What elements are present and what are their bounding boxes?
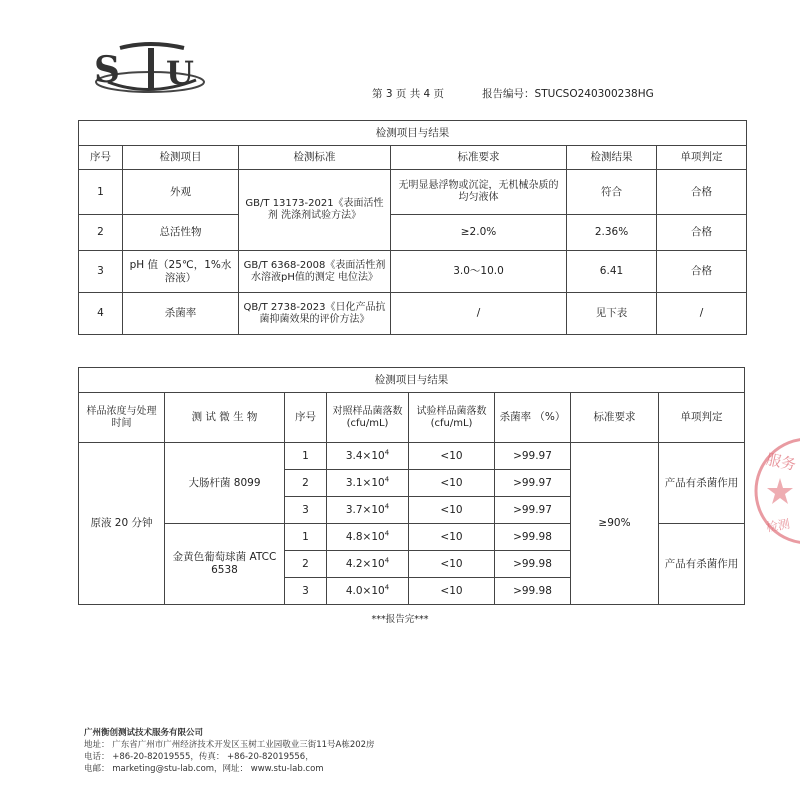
cell (327, 551, 409, 578)
svg-text:U: U (166, 54, 194, 92)
cell: GB/T 6368-2008《表面活性剂 水溶液pH值的测定 电位法》 (239, 251, 391, 293)
cell: 合格 (657, 215, 747, 251)
cell: 无明显悬浮物或沉淀，无机械杂质的均匀液体 (391, 170, 567, 215)
cell: <10 (409, 470, 495, 497)
cell: QB/T 2738-2023《日化产品抗菌抑菌效果的评价方法》 (239, 293, 391, 335)
cell: 2 (285, 470, 327, 497)
table-row (79, 170, 747, 215)
cell (327, 470, 409, 497)
table-row (79, 251, 747, 293)
sample-cell: 原液 20 分钟 (79, 443, 165, 605)
cell: 外观 (123, 170, 239, 215)
cell: 3 (79, 251, 123, 293)
cell: <10 (409, 497, 495, 524)
cell: 4 (79, 293, 123, 335)
cell: >99.97 (495, 497, 571, 524)
cell: 3 (285, 578, 327, 605)
table-row (79, 443, 745, 470)
cell: <10 (409, 578, 495, 605)
col-header: 样品浓度与处理时间 (79, 393, 165, 443)
exponent: 4 (384, 502, 390, 510)
cell: <10 (409, 551, 495, 578)
address: 地址： 广东省广州市广州经济技术开发区玉树工业园敬业三街11号A栋202房 (84, 740, 375, 750)
page-info (372, 86, 692, 101)
end-note: ***报告完*** (371, 614, 429, 625)
cell (327, 443, 409, 470)
cell: 3.0～10.0 (391, 251, 567, 293)
cell: GB/T 13173-2021《表面活性剂 洗涤剂试验方法》 (239, 170, 391, 251)
control-count: 4.0×10 (345, 584, 385, 597)
svg-text:检测: 检测 (764, 516, 792, 535)
svg-text:服务: 服务 (764, 450, 798, 474)
col-header: 检测结果 (567, 146, 657, 170)
report-number: 报告编号：STUCSO240300238HG (482, 88, 654, 100)
control-count: 4.2×10 (345, 557, 385, 570)
verdict-cell: 产品有杀菌作用 (659, 443, 745, 524)
organism-cell: 大肠杆菌 8099 (165, 443, 285, 524)
cell (327, 524, 409, 551)
exponent: 4 (384, 475, 390, 483)
cell: 2 (79, 215, 123, 251)
stu-logo (92, 38, 212, 100)
cell: 杀菌率 (123, 293, 239, 335)
col-header: 杀菌率 （%） (495, 393, 571, 443)
phone: 电话： +86-20-82019555，传真： +86-20-82019556， (84, 752, 314, 762)
col-header: 单项判定 (657, 146, 747, 170)
cell: >99.97 (495, 443, 571, 470)
cell: 6.41 (567, 251, 657, 293)
col-header: 检测项目 (123, 146, 239, 170)
table-row (79, 293, 747, 335)
cell: <10 (409, 524, 495, 551)
cell: 2.36% (567, 215, 657, 251)
cell: / (657, 293, 747, 335)
footer (84, 727, 375, 775)
cell (327, 578, 409, 605)
table-row (79, 215, 747, 251)
cell: >99.98 (495, 524, 571, 551)
cell: 1 (285, 443, 327, 470)
col-header: 序号 (285, 393, 327, 443)
page-number: 第 3 页 共 4 页 (372, 88, 445, 100)
exponent: 4 (384, 583, 390, 591)
cell: >99.97 (495, 470, 571, 497)
control-count: 3.7×10 (345, 503, 385, 516)
verdict-cell: 产品有杀菌作用 (659, 524, 745, 605)
red-stamp (752, 426, 800, 556)
cell: 总活性物 (123, 215, 239, 251)
svg-text:S: S (94, 49, 120, 91)
col-header: 检测标准 (239, 146, 391, 170)
col-header: 试验样品菌落数 (cfu/mL) (409, 393, 495, 443)
cell: 符合 (567, 170, 657, 215)
exponent: 4 (384, 529, 390, 537)
cell: 2 (285, 551, 327, 578)
cell: / (391, 293, 567, 335)
cell: <10 (409, 443, 495, 470)
cell: ≥2.0% (391, 215, 567, 251)
email-website: 电邮： marketing@stu-lab.com，网址： www.stu-lab.com (84, 764, 324, 774)
cell: 1 (79, 170, 123, 215)
cell: >99.98 (495, 578, 571, 605)
cell: >99.98 (495, 551, 571, 578)
results-table-2 (78, 367, 745, 605)
col-header: 标准要求 (391, 146, 567, 170)
results-table-1 (78, 120, 747, 335)
control-count: 4.8×10 (345, 530, 385, 543)
cell: 1 (285, 524, 327, 551)
requirement-cell: ≥90% (571, 443, 659, 605)
col-header: 对照样品菌落数 (cfu/mL) (327, 393, 409, 443)
table2-caption: 检测项目与结果 (79, 368, 745, 393)
cell: 3 (285, 497, 327, 524)
company-name: 广州衡创测试技术服务有限公司 (84, 728, 204, 738)
organism-cell: 金黄色葡萄球菌 ATCC 6538 (165, 524, 285, 605)
cell: 见下表 (567, 293, 657, 335)
exponent: 4 (384, 448, 390, 456)
col-header: 测 试 微 生 物 (165, 393, 285, 443)
control-count: 3.4×10 (345, 449, 385, 462)
cell: 合格 (657, 251, 747, 293)
cell (327, 497, 409, 524)
cell: 合格 (657, 170, 747, 215)
col-header: 标准要求 (571, 393, 659, 443)
cell: pH 值（25℃，1%水溶液） (123, 251, 239, 293)
control-count: 3.1×10 (345, 476, 385, 489)
table1-caption: 检测项目与结果 (79, 121, 747, 146)
exponent: 4 (384, 556, 390, 564)
col-header: 序号 (79, 146, 123, 170)
col-header: 单项判定 (659, 393, 745, 443)
